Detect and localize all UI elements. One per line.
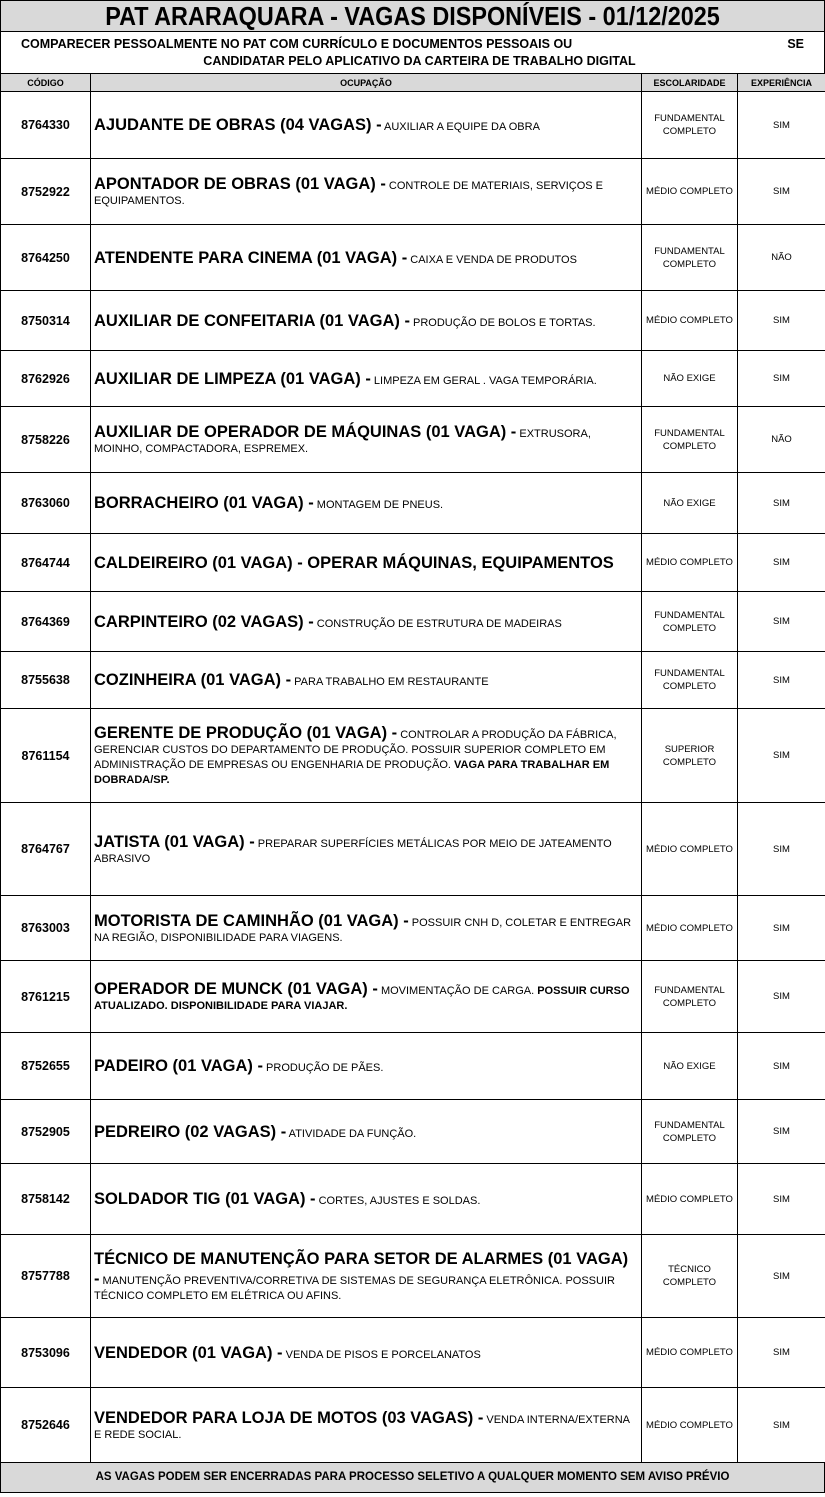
job-role: OPERADOR DE MUNCK (01 VAGA) - <box>94 980 378 998</box>
table-row <box>1 1164 825 1235</box>
job-role: AJUDANTE DE OBRAS (04 VAGAS) - <box>94 116 382 134</box>
job-description: MANUTENÇÃO PREVENTIVA/CORRETIVA DE SISTEMAS DE SEGURANÇA ELETRÔNICA. POSSUIR TÉCNICO COMPLETO EM ELÉTRICA OU AFINS. <box>94 1274 615 1302</box>
job-code: 8761154 <box>1 709 91 803</box>
job-highlight: POSSUIR CURSO ATUALIZADO. DISPONIBILIDADE PARA VIAJAR. <box>94 985 630 1012</box>
job-role: AUXILIAR DE CONFEITARIA (01 VAGA) - <box>94 311 410 330</box>
footer-note: AS VAGAS PODEM SER ENCERRADAS PARA PROCESSO SELETIVO A QUALQUER MOMENTO SEM AVISO PRÉVIO <box>0 1463 825 1493</box>
job-experience: SIM <box>738 803 825 896</box>
column-header-code: CÓDIGO <box>1 74 91 92</box>
job-education: MÉDIO COMPLETO <box>642 1388 738 1463</box>
table-row <box>1 803 825 896</box>
job-education: FUNDAMENTAL COMPLETO <box>642 92 738 159</box>
job-occupation <box>91 1388 642 1463</box>
job-description: ATIVIDADE DA FUNÇÃO. <box>286 1127 417 1140</box>
job-education: FUNDAMENTAL COMPLETO <box>642 652 738 709</box>
job-code: 8758226 <box>1 407 91 473</box>
table-row <box>1 473 825 534</box>
table-row <box>1 1033 825 1100</box>
job-experience: SIM <box>738 291 825 351</box>
job-description: PRODUÇÃO DE BOLOS E TORTAS. <box>409 316 596 329</box>
job-role: BORRACHEIRO (01 VAGA) - <box>94 494 314 512</box>
job-occupation <box>91 961 642 1033</box>
column-header-education: ESCOLARIDADE <box>642 74 738 92</box>
table-row <box>1 1100 825 1164</box>
job-code: 8758142 <box>1 1164 91 1235</box>
job-role: AUXILIAR DE OPERADOR DE MÁQUINAS (01 VAGA) - <box>94 423 517 441</box>
job-role: VENDEDOR (01 VAGA) - <box>94 1343 283 1362</box>
job-occupation <box>91 225 642 291</box>
job-education: FUNDAMENTAL COMPLETO <box>642 1100 738 1164</box>
job-code: 8750314 <box>1 291 91 351</box>
job-education: FUNDAMENTAL COMPLETO <box>642 961 738 1033</box>
table-header-row <box>1 74 825 92</box>
job-description: CONTROLE DE MATERIAIS, SERVIÇOS E EQUIPAMENTOS. <box>94 180 604 207</box>
job-occupation <box>91 896 642 961</box>
job-role: PEDREIRO (02 VAGAS) - <box>94 1122 287 1141</box>
job-education: FUNDAMENTAL COMPLETO <box>642 225 738 291</box>
job-occupation <box>91 592 642 652</box>
job-code: 8762926 <box>1 351 91 407</box>
job-code: 8764369 <box>1 592 91 652</box>
job-code: 8753096 <box>1 1318 91 1388</box>
job-experience: SIM <box>738 159 825 225</box>
job-education: MÉDIO COMPLETO <box>642 1164 738 1235</box>
job-role: CALDEIREIRO (01 VAGA) - OPERAR MÁQUINAS, EQUIPAMENTOS <box>94 553 614 572</box>
job-education: MÉDIO COMPLETO <box>642 896 738 961</box>
job-experience: SIM <box>738 92 825 159</box>
job-role: TÉCNICO DE MANUTENÇÃO PARA SETOR DE ALARMES (01 VAGA) - <box>94 1249 629 1288</box>
table-row <box>1 1318 825 1388</box>
column-header-experience: EXPERIÊNCIA <box>738 74 825 92</box>
job-description: PRODUÇÃO DE PÃES. <box>263 1062 384 1074</box>
table-row <box>1 896 825 961</box>
jobs-table <box>0 73 825 1463</box>
job-description: LIMPEZA EM GERAL . VAGA TEMPORÁRIA. <box>370 374 597 387</box>
job-role: AUXILIAR DE LIMPEZA (01 VAGA) - <box>94 369 371 388</box>
job-education: NÃO EXIGE <box>642 473 738 534</box>
table-row <box>1 291 825 351</box>
table-row <box>1 709 825 803</box>
job-education: MÉDIO COMPLETO <box>642 1318 738 1388</box>
notice-line-1-end: SE <box>787 37 804 51</box>
table-row <box>1 92 825 159</box>
job-education: SUPERIOR COMPLETO <box>642 709 738 803</box>
job-role: MOTORISTA DE CAMINHÃO (01 VAGA) - <box>94 911 409 930</box>
table-row <box>1 159 825 225</box>
job-occupation <box>91 652 642 709</box>
job-experience: SIM <box>738 1033 825 1100</box>
job-description: CAIXA E VENDA DE PRODUTOS <box>407 253 577 266</box>
job-occupation <box>91 1235 642 1318</box>
notice-box <box>0 32 825 73</box>
job-occupation <box>91 351 642 407</box>
job-description: PREPARAR SUPERFÍCIES METÁLICAS POR MEIO DE JATEAMENTO ABRASIVO <box>94 837 612 865</box>
job-code: 8764330 <box>1 92 91 159</box>
job-occupation <box>91 1318 642 1388</box>
job-occupation <box>91 407 642 473</box>
job-experience: SIM <box>738 709 825 803</box>
table-row <box>1 534 825 592</box>
job-code: 8752905 <box>1 1100 91 1164</box>
table-row <box>1 351 825 407</box>
job-occupation <box>91 159 642 225</box>
job-occupation <box>91 1164 642 1235</box>
page-title: PAT ARARAQUARA - VAGAS DISPONÍVEIS - 01/12/2025 <box>105 1 720 31</box>
job-education: FUNDAMENTAL COMPLETO <box>642 407 738 473</box>
job-experience: SIM <box>738 351 825 407</box>
job-description: AUXILIAR A EQUIPE DA OBRA <box>381 121 540 133</box>
job-description: CONTROLAR A PRODUÇÃO DA FÁBRICA, GERENCIAR CUSTOS DO DEPARTAMENTO DE PRODUÇÃO. POSSUIR SUPERIOR COMPLETO EM ADMINISTRAÇÃO DE EMPRESAS OU ENGENHARIA DE PRODUÇÃO. <box>94 729 617 771</box>
job-experience: SIM <box>738 1388 825 1463</box>
title-bar <box>0 0 825 32</box>
job-education: MÉDIO COMPLETO <box>642 159 738 225</box>
job-role: APONTADOR DE OBRAS (01 VAGA) - <box>94 175 386 193</box>
table-row <box>1 407 825 473</box>
job-experience: NÃO <box>738 225 825 291</box>
job-code: 8752646 <box>1 1388 91 1463</box>
job-role: PADEIRO (01 VAGA) - <box>94 1057 263 1075</box>
job-occupation <box>91 803 642 896</box>
job-role: SOLDADOR TIG (01 VAGA) - <box>94 1190 316 1208</box>
table-row <box>1 1235 825 1318</box>
job-experience: SIM <box>738 534 825 592</box>
job-occupation <box>91 92 642 159</box>
job-occupation <box>91 1100 642 1164</box>
job-education: TÉCNICO COMPLETO <box>642 1235 738 1318</box>
job-code: 8761215 <box>1 961 91 1033</box>
job-experience: NÃO <box>738 407 825 473</box>
job-highlight: VAGA PARA TRABALHAR EM DOBRADA/SP. <box>94 759 610 786</box>
job-description: CONSTRUÇÃO DE ESTRUTURA DE MADEIRAS <box>313 617 562 630</box>
job-code: 8764250 <box>1 225 91 291</box>
job-code: 8752922 <box>1 159 91 225</box>
job-description: CORTES, AJUSTES E SOLDAS. <box>315 1195 481 1207</box>
job-code: 8764767 <box>1 803 91 896</box>
table-row <box>1 652 825 709</box>
job-description: VENDA INTERNA/EXTERNA E REDE SOCIAL. <box>94 1413 630 1441</box>
job-role: JATISTA (01 VAGA) - <box>94 832 255 851</box>
job-role: COZINHEIRA (01 VAGA) - <box>94 671 292 689</box>
job-experience: SIM <box>738 1100 825 1164</box>
job-role: VENDEDOR PARA LOJA DE MOTOS (03 VAGAS) - <box>94 1408 484 1427</box>
job-occupation <box>91 291 642 351</box>
job-education: MÉDIO COMPLETO <box>642 803 738 896</box>
job-code: 8763060 <box>1 473 91 534</box>
job-code: 8763003 <box>1 896 91 961</box>
job-education: FUNDAMENTAL COMPLETO <box>642 592 738 652</box>
job-description: MOVIMENTAÇÃO DE CARGA. <box>377 985 538 997</box>
job-education: MÉDIO COMPLETO <box>642 534 738 592</box>
table-row <box>1 1388 825 1463</box>
job-education: NÃO EXIGE <box>642 1033 738 1100</box>
job-education: MÉDIO COMPLETO <box>642 291 738 351</box>
table-row <box>1 961 825 1033</box>
job-code: 8755638 <box>1 652 91 709</box>
job-experience: SIM <box>738 1235 825 1318</box>
job-code: 8757788 <box>1 1235 91 1318</box>
job-experience: SIM <box>738 961 825 1033</box>
job-occupation <box>91 1033 642 1100</box>
job-description: EXTRUSORA, MOINHO, COMPACTADORA, ESPREMEX. <box>94 428 591 455</box>
job-code: 8764744 <box>1 534 91 592</box>
job-occupation <box>91 534 642 592</box>
job-rows <box>1 92 825 1463</box>
job-experience: SIM <box>738 652 825 709</box>
job-description: VENDA DE PISOS E PORCELANATOS <box>282 1348 481 1361</box>
job-experience: SIM <box>738 473 825 534</box>
job-education: NÃO EXIGE <box>642 351 738 407</box>
notice-line-2: CANDIDATAR PELO APLICATIVO DA CARTEIRA DE TRABALHO DIGITAL <box>203 54 636 68</box>
job-experience: SIM <box>738 1164 825 1235</box>
job-role: GERENTE DE PRODUÇÃO (01 VAGA) - <box>94 724 398 742</box>
job-occupation <box>91 473 642 534</box>
job-description: MONTAGEM DE PNEUS. <box>313 499 444 511</box>
table-row <box>1 225 825 291</box>
notice-line-1: COMPARECER PESSOALMENTE NO PAT COM CURRÍCULO E DOCUMENTOS PESSOAIS OU <box>21 37 573 51</box>
column-header-occupation: OCUPAÇÃO <box>91 74 642 92</box>
table-row <box>1 592 825 652</box>
job-occupation <box>91 709 642 803</box>
job-experience: SIM <box>738 592 825 652</box>
job-experience: SIM <box>738 896 825 961</box>
job-code: 8752655 <box>1 1033 91 1100</box>
job-description: PARA TRABALHO EM RESTAURANTE <box>291 676 489 688</box>
job-role: ATENDENTE PARA CINEMA (01 VAGA) - <box>94 248 408 267</box>
job-description: POSSUIR CNH D, COLETAR E ENTREGAR NA REGIÃO, DISPONIBILIDADE PARA VIAGENS. <box>94 916 632 944</box>
job-role: CARPINTEIRO (02 VAGAS) - <box>94 612 314 631</box>
job-experience: SIM <box>738 1318 825 1388</box>
